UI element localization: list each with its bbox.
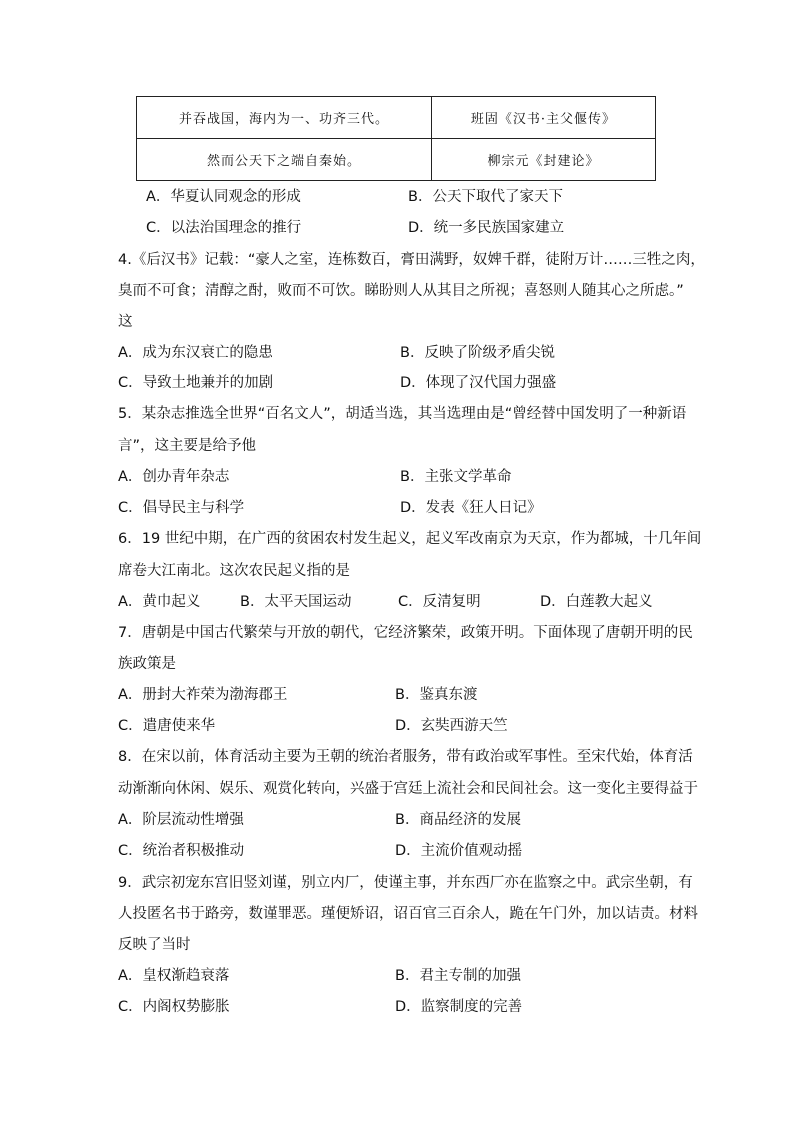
q4-stem-line-3: 这 [118, 314, 133, 330]
q5-stem-line-1: 5．某杂志推选全世界“百名文人”，胡适当选，其当选理由是“曾经替中国发明了一种新语 [118, 406, 687, 422]
q4-stem-line-1: 4.《后汉书》记载：“豪人之室，连栋数百，膏田满野，奴婢千群，徒附万计……三牲之肉， [118, 252, 705, 268]
q4-option-c: C．导致土地兼并的加剧 [118, 375, 274, 391]
q5-option-a: A．创办青年杂志 [118, 469, 230, 485]
q8-option-d: D．主流价值观动摇 [395, 843, 523, 859]
q4-option-d: D．体现了汉代国力强盛 [400, 375, 557, 391]
q6-option-d: D．白莲教大起义 [540, 594, 653, 610]
q8-stem-line-2: 动渐渐向休闲、娱乐、观赏化转向，兴盛于宫廷上流社会和民间社会。这一变化主要得益于 [118, 781, 698, 797]
quote-cell: 并吞战国，海内为一、功齐三代。 [137, 97, 432, 139]
q7-option-c: C．遣唐使来华 [118, 718, 216, 734]
q9-option-d: D．监察制度的完善 [395, 999, 523, 1015]
q7-stem-line-1: 7．唐朝是中国古代繁荣与开放的朝代，它经济繁荣，政策开明。下面体现了唐朝开明的民 [118, 625, 693, 641]
q5-stem-line-2: 言”，这主要是给予他 [118, 438, 257, 454]
q4-option-b: B．反映了阶级矛盾尖锐 [400, 345, 555, 361]
q4-option-a: A．成为东汉衰亡的隐患 [118, 345, 273, 361]
q7-stem-line-2: 族政策是 [118, 656, 176, 672]
q3-option-d: D．统一多民族国家建立 [408, 220, 565, 236]
q6-stem-line-1: 6．19 世纪中期，在广西的贫困农村发生起义，起义军改南京为天京，作为都城，十几年间 [118, 531, 702, 547]
q9-stem-line-3: 反映了当时 [118, 937, 191, 953]
q7-option-a: A．册封大祚荣为渤海郡王 [118, 687, 288, 703]
q7-option-b: B．鉴真东渡 [395, 687, 478, 703]
q6-option-a: A．黄巾起义 [118, 594, 201, 610]
q5-option-c: C．倡导民主与科学 [118, 500, 245, 516]
q5-option-d: D．发表《狂人日记》 [400, 500, 542, 516]
q7-option-d: D．玄奘西游天竺 [395, 718, 508, 734]
table-row [137, 97, 656, 139]
quote-table [136, 96, 656, 181]
q6-option-b: B．太平天国运动 [240, 594, 352, 610]
q3-option-c: C．以法治国理念的推行 [146, 220, 302, 236]
q9-option-a: A．皇权渐趋衰落 [118, 968, 230, 984]
q8-stem-line-1: 8．在宋以前，体育活动主要为王朝的统治者服务，带有政治或军事性。至宋代始，体育活 [118, 749, 693, 765]
source-cell: 班固《汉书·主父偃传》 [432, 97, 656, 139]
q9-stem-line-2: 人投匿名书于路旁，数谨罪恶。瑾便矫诏，诏百官三百余人，跪在午门外，加以诘责。材料 [118, 906, 698, 922]
q9-option-c: C．内阁权势膨胀 [118, 999, 230, 1015]
q4-stem-line-2: 臭而不可食；清醇之酎，败而不可饮。睇盼则人从其目之所视；喜怒则人随其心之所虑。” [118, 283, 684, 299]
quote-cell: 然而公天下之端自秦始。 [137, 139, 432, 181]
q5-option-b: B．主张文学革命 [400, 469, 512, 485]
q9-option-b: B．君主专制的加强 [395, 968, 521, 984]
q3-option-a: A．华夏认同观念的形成 [146, 189, 301, 205]
q6-stem-line-2: 席卷大江南北。这次农民起义指的是 [118, 563, 350, 579]
q8-option-b: B．商品经济的发展 [395, 812, 521, 828]
table-row [137, 139, 656, 181]
q8-option-a: A．阶层流动性增强 [118, 812, 244, 828]
q3-option-b: B．公天下取代了家天下 [408, 189, 563, 205]
q9-stem-line-1: 9．武宗初宠东宫旧竖刘谨，别立内厂，使谨主事，并东西厂亦在监察之中。武宗坐朝，有 [118, 875, 693, 891]
source-cell: 柳宗元《封建论》 [432, 139, 656, 181]
q6-option-c: C．反清复明 [398, 594, 481, 610]
q8-option-c: C．统治者积极推动 [118, 843, 245, 859]
